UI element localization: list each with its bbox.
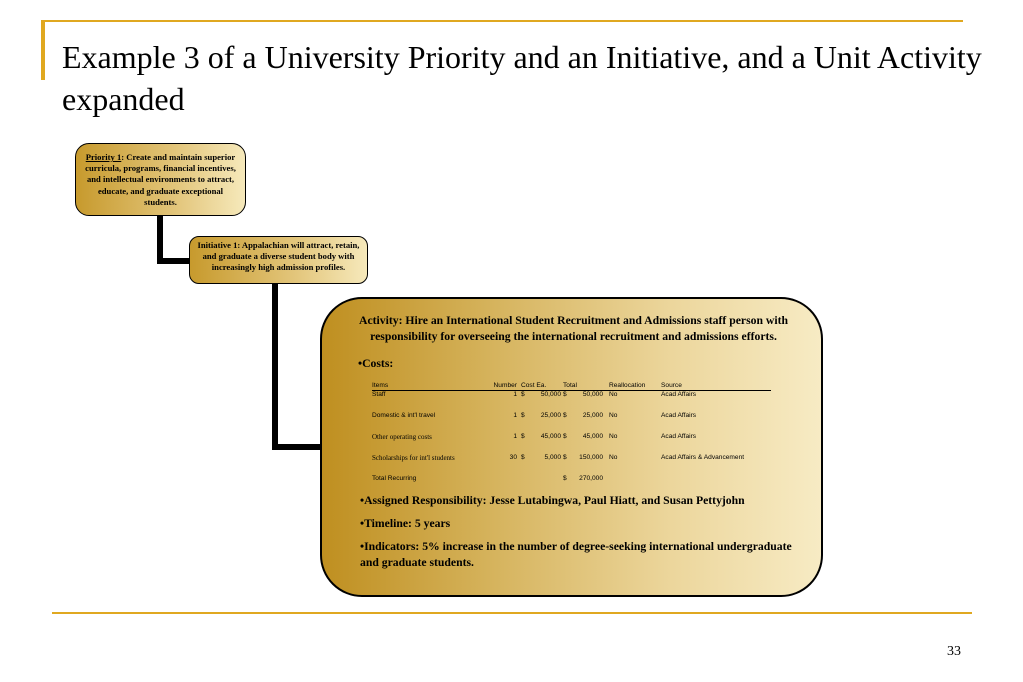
activity-box: [320, 297, 823, 597]
table-row: [372, 454, 771, 475]
initiative-text: Initiative 1: Appalachian will attract, retain, and graduate a diverse student body with increasingly high admission profiles.: [197, 240, 360, 273]
cost-table: [372, 381, 771, 496]
row-total: [563, 433, 605, 454]
table-row: [372, 412, 771, 433]
row-item: Staff: [372, 391, 386, 398]
row-cost: [521, 433, 563, 454]
row-total-value: 150,000: [579, 454, 603, 461]
row-reallocation: No: [609, 454, 618, 461]
row-total: [563, 454, 605, 475]
left-accent-rule: [41, 20, 45, 80]
row-cost-value: 50,000: [540, 391, 561, 398]
row-cost: [521, 391, 563, 413]
currency-symbol: $: [521, 412, 525, 419]
connector-initiative-vertical: [272, 284, 278, 450]
row-total-value: 50,000: [582, 391, 603, 398]
row-source: Acad Affairs & Advancement: [661, 454, 745, 461]
page-number: 33: [947, 644, 961, 659]
timeline: •Timeline: 5 years: [360, 517, 451, 530]
row-item: Domestic & int'l travel: [372, 412, 436, 419]
connector-priority-vertical: [157, 216, 163, 264]
cost-table-header: [372, 381, 771, 391]
currency-symbol: $: [563, 454, 567, 461]
assigned-responsibility: •Assigned Responsibility: Jesse Lutabingwa, Paul Hiatt, and Susan Pettyjohn: [360, 494, 745, 507]
currency-symbol: $: [521, 433, 525, 440]
row-cost: [521, 412, 563, 433]
priority-box: [75, 143, 246, 216]
row-cost-value: 25,000: [540, 412, 561, 419]
priority-label: Priority 1: [85, 152, 122, 162]
connector-initiative-horizontal: [272, 444, 322, 450]
row-total-value: 45,000: [582, 433, 603, 440]
row-cost-value: 5,000: [544, 454, 561, 461]
total-recurring-value: 270,000: [579, 475, 603, 482]
total-row-label: Total Recurring: [372, 475, 417, 482]
row-number: 1: [513, 412, 517, 419]
header-total: Total: [563, 381, 605, 391]
row-reallocation: No: [609, 391, 618, 398]
header-cost-each: Cost Ea.: [521, 381, 563, 391]
currency-symbol: $: [563, 391, 567, 398]
currency-symbol: $: [563, 475, 567, 482]
row-number: 1: [513, 433, 517, 440]
activity-heading: Activity: Hire an International Student Recruitment and Admissions staff person with responsibility for overseeing the international recruitment and admissions efforts.: [359, 314, 788, 343]
row-item: Other operating costs: [372, 433, 432, 441]
row-number: 1: [513, 391, 517, 398]
connector-priority-horizontal: [157, 258, 190, 264]
initiative-box: [189, 236, 368, 284]
row-source: Acad Affairs: [661, 391, 697, 398]
row-cost-value: 45,000: [540, 433, 561, 440]
table-row: [372, 433, 771, 454]
row-reallocation: No: [609, 412, 618, 419]
table-row: [372, 391, 771, 413]
costs-label: •Costs:: [358, 357, 394, 370]
row-source: Acad Affairs: [661, 433, 697, 440]
currency-symbol: $: [563, 412, 567, 419]
priority-text: : Create and maintain superior curricula, programs, financial incentives, and intellectual environments to attract, educate, and graduate exceptional students.: [85, 152, 236, 207]
currency-symbol: $: [521, 391, 525, 398]
indicators: •Indicators: 5% increase in the number of degree-seeking international undergraduate and graduate students.: [360, 540, 792, 569]
header-items: Items: [372, 381, 481, 391]
header-source: Source: [661, 381, 771, 391]
row-item: Scholarships for int'l students: [372, 454, 455, 462]
slide-title: Example 3 of a University Priority and an Initiative, and a Unit Activity expanded: [62, 39, 982, 117]
header-number: Number: [481, 381, 521, 391]
row-cost: [521, 454, 563, 475]
top-accent-rule: [41, 20, 963, 22]
header-reallocation: Reallocation: [605, 381, 661, 391]
currency-symbol: $: [521, 454, 525, 461]
row-total-value: 25,000: [582, 412, 603, 419]
currency-symbol: $: [563, 433, 567, 440]
row-number: 30: [509, 454, 517, 461]
row-total: [563, 412, 605, 433]
bottom-accent-rule: [52, 612, 972, 614]
row-reallocation: No: [609, 433, 618, 440]
row-total: [563, 391, 605, 413]
row-source: Acad Affairs: [661, 412, 697, 419]
